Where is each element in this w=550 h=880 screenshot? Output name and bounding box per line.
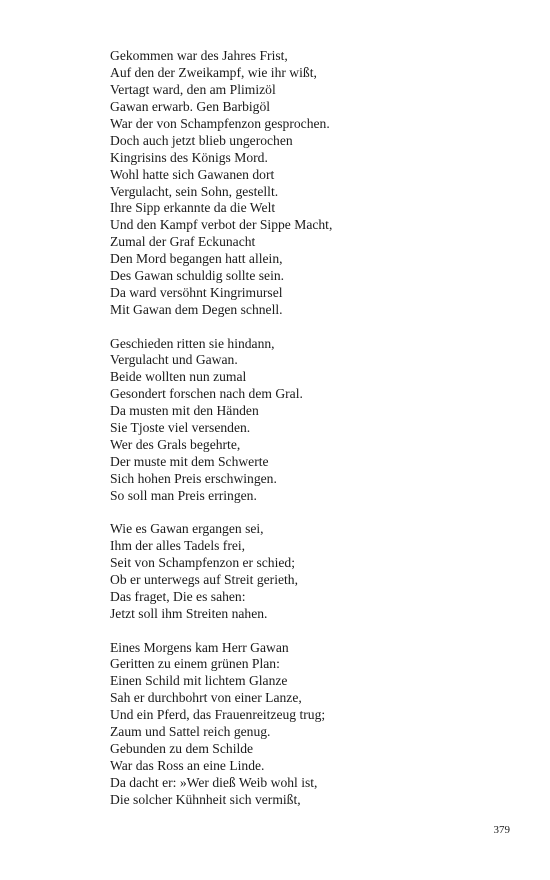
verse-line: Mit Gawan dem Degen schnell. bbox=[110, 302, 283, 318]
verse-line: Ihm der alles Tadels frei, bbox=[110, 538, 246, 554]
verse-line: Des Gawan schuldig sollte sein. bbox=[110, 268, 285, 284]
verse-line: Ob er unterwegs auf Streit gerieth, bbox=[110, 572, 298, 588]
verse-line: Jetzt soll ihm Streiten nahen. bbox=[110, 606, 268, 622]
verse-line: Geritten zu einem grünen Plan: bbox=[110, 656, 280, 672]
verse-line: Zumal der Graf Eckunacht bbox=[110, 234, 256, 250]
verse-line: Sah er durchbohrt von einer Lanze, bbox=[110, 690, 302, 706]
verse-line: Beide wollten nun zumal bbox=[110, 369, 247, 385]
verse-line: Wie es Gawan ergangen sei, bbox=[110, 521, 264, 537]
verse-line: Vertagt ward, den am Plimizöl bbox=[110, 81, 276, 97]
verse-line: Gekommen war des Jahres Frist, bbox=[110, 48, 288, 63]
stanza bbox=[110, 336, 510, 505]
verse-line: Kingrisins des Königs Mord. bbox=[110, 149, 268, 165]
stanza bbox=[110, 521, 510, 623]
verse-line: Das fraget, Die es sahen: bbox=[110, 589, 246, 605]
poem-text bbox=[110, 48, 510, 825]
verse-line: Vergulacht, sein Sohn, gestellt. bbox=[110, 183, 279, 199]
verse-line: War der von Schampfenzon gesprochen. bbox=[110, 115, 330, 131]
verse-line: Wer des Grals begehrte, bbox=[110, 437, 241, 453]
verse-line: Sie Tjoste viel versenden. bbox=[110, 420, 251, 436]
verse-line: Geschieden ritten sie hindann, bbox=[110, 335, 275, 351]
verse-line: Den Mord begangen hatt allein, bbox=[110, 251, 283, 267]
page-number: 379 bbox=[493, 824, 510, 836]
verse-line: Eines Morgens kam Herr Gawan bbox=[110, 639, 289, 655]
verse-line: Zaum und Sattel reich genug. bbox=[110, 724, 271, 740]
verse-line: Auf den der Zweikampf, wie ihr wißt, bbox=[110, 64, 317, 80]
verse-line: Gawan erwarb. Gen Barbigöl bbox=[110, 98, 271, 114]
stanza bbox=[110, 48, 510, 319]
verse-line: Vergulacht und Gawan. bbox=[110, 352, 238, 368]
verse-line: Einen Schild mit lichtem Glanze bbox=[110, 673, 288, 689]
verse-line: War das Ross an eine Linde. bbox=[110, 758, 265, 774]
verse-line: Der muste mit dem Schwerte bbox=[110, 454, 269, 470]
verse-line: Da musten mit den Händen bbox=[110, 403, 259, 419]
stanza bbox=[110, 640, 510, 809]
verse-line: Da dacht er: »Wer dieß Weib wohl ist, bbox=[110, 775, 318, 790]
verse-line: Wohl hatte sich Gawanen dort bbox=[110, 166, 275, 182]
verse-line: Doch auch jetzt blieb ungerochen bbox=[110, 132, 293, 148]
verse-line: Und ein Pferd, das Frauenreitzeug trug; bbox=[110, 707, 326, 723]
verse-line: Und den Kampf verbot der Sippe Macht, bbox=[110, 217, 333, 233]
verse-line: Seit von Schampfenzon er schied; bbox=[110, 555, 295, 571]
verse-line: Gesondert forschen nach dem Gral. bbox=[110, 386, 303, 402]
verse-line: Da ward versöhnt Kingrimursel bbox=[110, 285, 283, 301]
verse-line: Die solcher Kühnheit sich vermißt, bbox=[110, 791, 301, 807]
verse-line: Ihre Sipp erkannte da die Welt bbox=[110, 200, 276, 216]
verse-line: Sich hohen Preis erschwingen. bbox=[110, 471, 277, 486]
verse-line: Gebunden zu dem Schilde bbox=[110, 741, 254, 757]
verse-line: So soll man Preis erringen. bbox=[110, 487, 257, 503]
